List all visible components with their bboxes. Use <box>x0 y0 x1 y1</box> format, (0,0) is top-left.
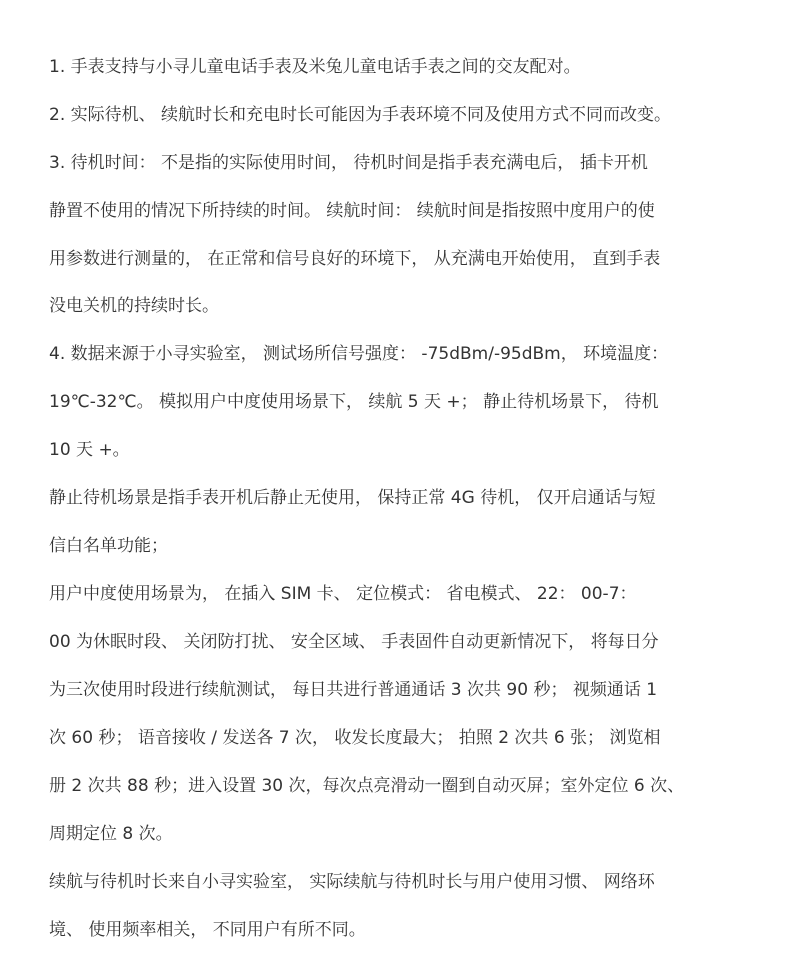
note-line: 2. 实际待机、 续航时长和充电时长可能因为手表环境不同及使用方式不同而改变。 <box>49 105 672 125</box>
note-line: 用参数进行测量的， 在正常和信号良好的环境下， 从充满电开始使用， 直到手表 <box>49 249 661 269</box>
note-line: 周期定位 8 次。 <box>49 824 173 844</box>
note-line: 次 60 秒； 语音接收 / 发送各 7 次， 收发长度最大； 拍照 2 次共 6 张； 浏览相 <box>49 728 661 748</box>
note-line: 静止待机场景是指手表开机后静止无使用， 保持正常 4G 待机， 仅开启通话与短 <box>49 488 656 508</box>
note-line: 信白名单功能； <box>49 536 168 556</box>
note-line: 境、 使用频率相关， 不同用户有所不同。 <box>49 920 366 940</box>
note-line: 静置不使用的情况下所持续的时间。 续航时间： 续航时间是指按照中度用户的使 <box>49 201 655 221</box>
note-line: 19℃-32℃。 模拟用户中度使用场景下， 续航 5 天 +； 静止待机场景下， 待机 <box>49 392 659 412</box>
note-line: 册 2 次共 88 秒；进入设置 30 次，每次点亮滑动一圈到自动灭屏；室外定位 6 次、 <box>49 776 685 796</box>
note-line: 为三次使用时段进行续航测试， 每日共进行普通通话 3 次共 90 秒； 视频通话 1 <box>49 680 658 700</box>
note-line: 用户中度使用场景为， 在插入 SIM 卡、 定位模式： 省电模式、 22： 00-7： <box>49 584 637 604</box>
note-line: 10 天 +。 <box>49 440 130 460</box>
note-line: 3. 待机时间： 不是指的实际使用时间， 待机时间是指手表充满电后， 插卡开机 <box>49 153 648 173</box>
note-line: 4. 数据来源于小寻实验室， 测试场所信号强度： -75dBm/-95dBm， 环境温度： <box>49 344 669 364</box>
note-line: 1. 手表支持与小寻儿童电话手表及米兔儿童电话手表之间的交友配对。 <box>49 57 581 77</box>
note-line: 续航与待机时长来自小寻实验室， 实际续航与待机时长与用户使用习惯、 网络环 <box>49 872 655 892</box>
note-line: 没电关机的持续时长。 <box>49 296 219 316</box>
note-line: 00 为休眠时段、 关闭防打扰、 安全区域、 手表固件自动更新情况下， 将每日分 <box>49 632 659 652</box>
